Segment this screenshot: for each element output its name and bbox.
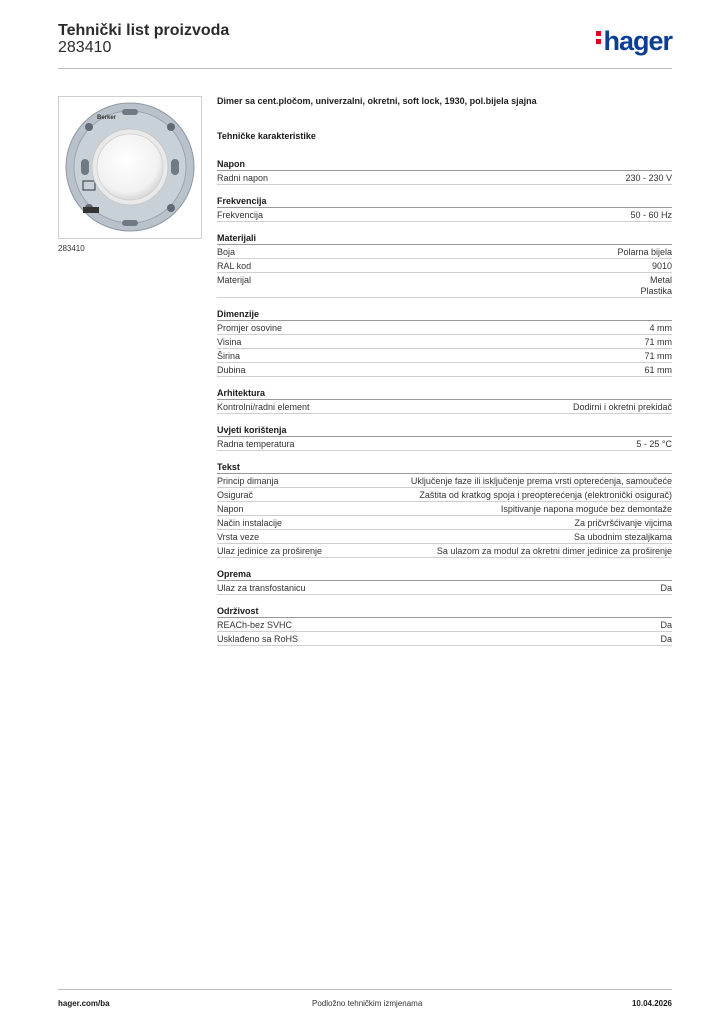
spec-value — [660, 634, 672, 645]
spec-value-line: 230 - 230 V — [625, 173, 672, 183]
section-heading: Tehničke karakteristike — [217, 131, 316, 141]
spec-value-line: 50 - 60 Hz — [630, 210, 672, 220]
spec-value — [501, 504, 672, 515]
spec-value — [636, 439, 672, 450]
spec-row — [217, 349, 672, 363]
spec-row — [217, 259, 672, 273]
spec-group — [217, 387, 672, 414]
spec-label: Dubina — [217, 365, 246, 375]
image-caption: 283410 — [58, 244, 85, 253]
spec-value-line: Za pričvršćivanje vijcima — [574, 518, 672, 528]
spec-value-line: Da — [660, 583, 672, 593]
technical-data — [217, 96, 672, 646]
spec-row — [217, 502, 672, 516]
document-title: Tehnički list proizvoda — [58, 22, 230, 39]
spec-group — [217, 232, 672, 298]
spec-label: Kontrolni/radni element — [217, 402, 310, 412]
spec-group — [217, 605, 672, 646]
spec-value-line: Da — [660, 620, 672, 630]
spec-groups — [217, 158, 672, 646]
spec-value-line: 71 mm — [644, 351, 672, 361]
spec-row — [217, 400, 672, 414]
spec-value — [411, 476, 672, 487]
spec-group-title: Dimenzije — [217, 308, 672, 321]
spec-group-title: Uvjeti korištenja — [217, 424, 672, 437]
header-divider — [58, 68, 672, 69]
spec-label: Način instalacije — [217, 518, 283, 528]
spec-label: RAL kod — [217, 261, 252, 271]
spec-row — [217, 581, 672, 595]
spec-label: Osigurač — [217, 490, 254, 500]
spec-group — [217, 308, 672, 377]
spec-label: Promjer osovine — [217, 323, 283, 333]
spec-label: Vrsta veze — [217, 532, 260, 542]
spec-row — [217, 544, 672, 558]
brand-mark-text: Berker — [97, 115, 117, 121]
spec-value-line: 5 - 25 °C — [636, 439, 672, 449]
spec-row — [217, 632, 672, 646]
spec-value — [573, 402, 672, 413]
spec-row — [217, 488, 672, 502]
spec-row — [217, 321, 672, 335]
spec-value-line: Zaštita od kratkog spoja i preopterećenja (elektronički osigurač) — [419, 490, 672, 500]
spec-value-line: Ispitivanje napona moguće bez demontaže — [500, 504, 672, 514]
spec-row — [217, 245, 672, 259]
spec-value — [660, 583, 672, 594]
spec-row — [217, 171, 672, 185]
spec-value-line: 71 mm — [644, 337, 672, 347]
spec-label: Radni napon — [217, 173, 269, 183]
spec-group — [217, 195, 672, 222]
spec-value-line: 4 mm — [649, 323, 672, 333]
spec-group — [217, 461, 672, 558]
spec-value — [644, 337, 672, 348]
spec-group-title: Tekst — [217, 461, 672, 474]
spec-label: Radna temperatura — [217, 439, 295, 449]
spec-label: Princip dimanja — [217, 476, 279, 486]
spec-value — [625, 173, 672, 184]
spec-row — [217, 437, 672, 451]
spec-value — [419, 490, 672, 501]
spec-value-line: Polarna bijela — [617, 247, 672, 257]
spec-label: REACh-bez SVHC — [217, 620, 293, 630]
spec-row — [217, 363, 672, 377]
spec-value-line: 61 mm — [644, 365, 672, 375]
spec-value — [650, 323, 673, 334]
footer-divider — [58, 989, 672, 990]
spec-value — [644, 365, 672, 376]
spec-row — [217, 208, 672, 222]
spec-value-line: Sa ulazom za modul za okretni dimer jedinice za proširenje — [436, 546, 672, 556]
logo-dots-icon — [596, 28, 601, 47]
spec-label: Usklađeno sa RoHS — [217, 634, 299, 644]
spec-value-line: Sa ubodnim stezaljkama — [573, 532, 672, 542]
spec-value — [660, 620, 672, 631]
footer-note: Podložno tehničkim izmjenama — [312, 999, 423, 1008]
spec-row — [217, 516, 672, 530]
spec-value — [644, 351, 672, 362]
spec-label: Frekvencija — [217, 210, 264, 220]
spec-row — [217, 618, 672, 632]
spec-row — [217, 530, 672, 544]
spec-label: Napon — [217, 504, 244, 514]
spec-group-title: Arhitektura — [217, 387, 672, 400]
spec-group-title: Materijali — [217, 232, 672, 245]
product-description: Dimer sa cent.pločom, univerzalni, okretni, soft lock, 1930, pol.bijela sjajna — [217, 96, 537, 106]
product-image — [58, 96, 202, 239]
spec-value — [574, 532, 672, 543]
spec-group — [217, 568, 672, 595]
spec-row — [217, 474, 672, 488]
spec-value-line: Dodirni i okretni prekidač — [572, 402, 672, 412]
spec-group-title: Održivost — [217, 605, 672, 618]
spec-group-title: Oprema — [217, 568, 672, 581]
dimmer-product-icon — [59, 97, 201, 238]
spec-value — [640, 275, 672, 297]
hager-logo — [596, 26, 672, 56]
spec-value — [652, 261, 672, 272]
spec-row — [217, 335, 672, 349]
page-header — [58, 20, 672, 70]
spec-value-line: Plastika — [640, 286, 672, 296]
spec-label: Širina — [217, 351, 241, 361]
spec-value — [437, 546, 672, 557]
spec-value-line: 9010 — [651, 261, 672, 271]
spec-row — [217, 273, 672, 298]
spec-label: Ulaz za transfostanicu — [217, 583, 306, 593]
logo-text: hager — [603, 26, 672, 56]
spec-value-line: Uključenje faze ili isključenje prema vrsti opterećenja, samoučeće — [410, 476, 672, 486]
footer-website: hager.com/ba — [58, 999, 110, 1008]
footer-date: 10.04.2026 — [631, 999, 672, 1008]
spec-label: Materijal — [217, 275, 252, 285]
spec-value-line: Da — [660, 634, 672, 644]
spec-label: Boja — [217, 247, 236, 257]
spec-value-line: Metal — [649, 275, 672, 285]
spec-value — [617, 247, 672, 258]
spec-label: Ulaz jedinice za proširenje — [217, 546, 323, 556]
product-code: 283410 — [58, 39, 112, 56]
spec-value — [630, 210, 672, 221]
spec-group-title: Frekvencija — [217, 195, 672, 208]
spec-value — [574, 518, 672, 529]
spec-label: Visina — [217, 337, 242, 347]
spec-group — [217, 424, 672, 451]
spec-group-title: Napon — [217, 158, 672, 171]
spec-group — [217, 158, 672, 185]
